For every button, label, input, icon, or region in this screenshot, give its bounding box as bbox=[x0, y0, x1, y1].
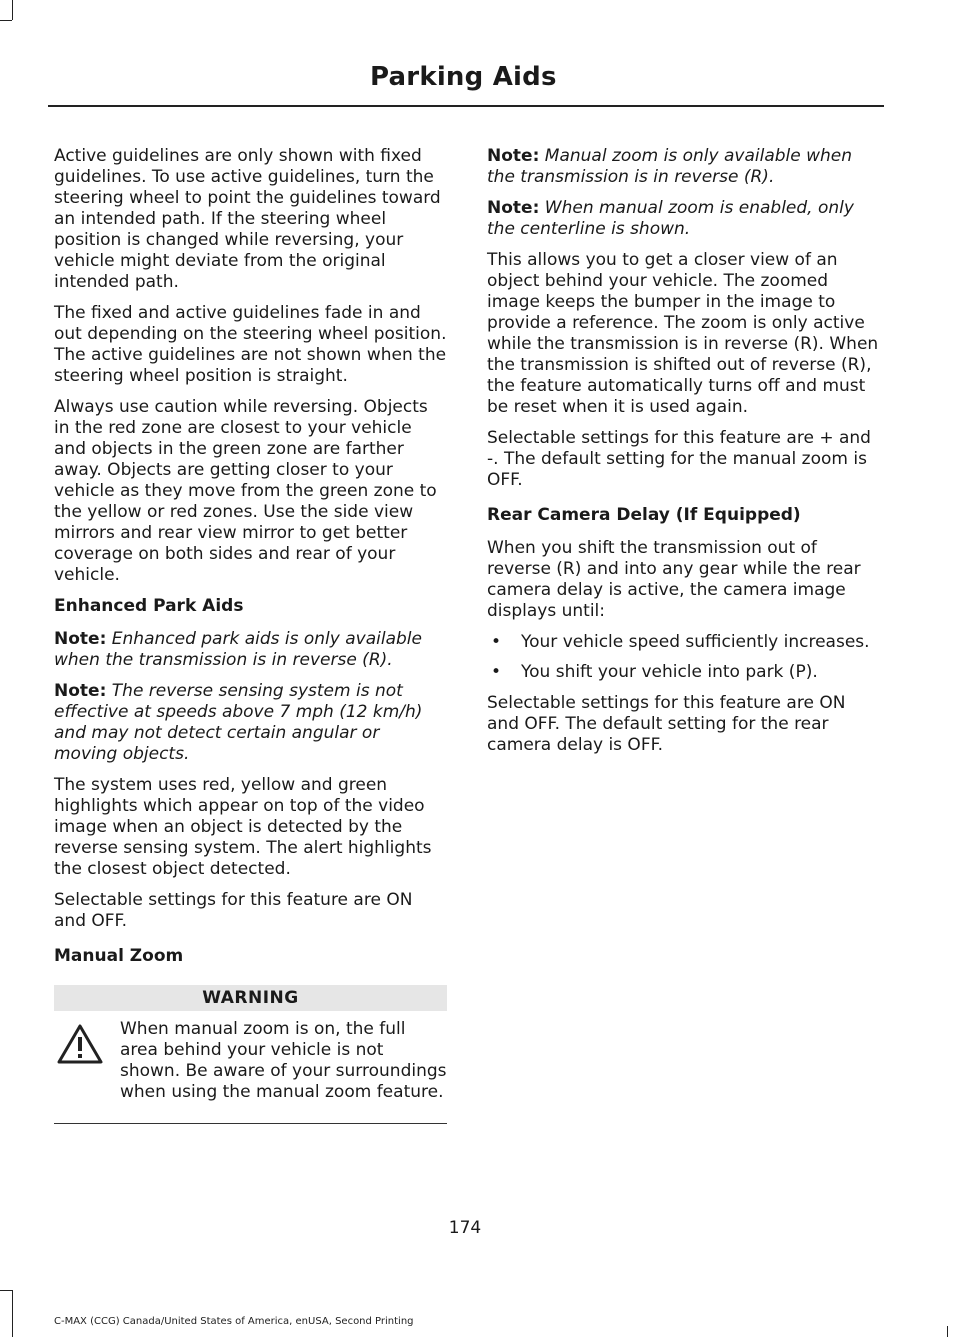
paragraph: Active guidelines are only shown with fixed guidelines. To use active guidelines, turn the steering wheel to point the guidelines toward an intended path. If the steering wheel position is changed while reversing, your vehicle might deviate from the original intended path. bbox=[54, 146, 441, 292]
footer-text: C-MAX (CCG) Canada/United States of America, enUSA, Second Printing bbox=[54, 1316, 414, 1327]
note-label: Note: bbox=[54, 629, 107, 649]
page-title: Parking Aids bbox=[370, 62, 557, 92]
paragraph: Always use caution while reversing. Objects in the red zone are closest to your vehicle and objects in the green zone are farther away. Objects are getting closer to your vehicle as they move from the green zone to the yellow or red zones. Use the side view mirrors and rear view mirror to get better coverage on both sides and rear of your vehicle. bbox=[54, 397, 437, 585]
warning-title: WARNING bbox=[54, 985, 447, 1011]
section-heading-enhanced-park-aids: Enhanced Park Aids bbox=[54, 596, 244, 616]
crop-mark bbox=[0, 1290, 12, 1291]
paragraph: Selectable settings for this feature are + and -. The default setting for the manual zoom is OFF. bbox=[487, 428, 871, 490]
paragraph: The system uses red, yellow and green highlights which appear on top of the video image when an object is detected by the reverse sensing system. The alert highlights the closest object detected. bbox=[54, 775, 432, 879]
header-divider bbox=[48, 105, 884, 107]
note bbox=[54, 629, 447, 671]
list-item: • You shift your vehicle into park (P). bbox=[487, 662, 880, 683]
section-heading-rear-camera-delay: Rear Camera Delay (If Equipped) bbox=[487, 505, 801, 525]
warning-text bbox=[54, 1019, 447, 1103]
note-label: Note: bbox=[487, 146, 540, 166]
page-number: 174 bbox=[448, 1218, 482, 1238]
left-column bbox=[54, 146, 447, 1124]
note-label: Note: bbox=[487, 198, 540, 218]
crop-mark bbox=[0, 20, 12, 21]
paragraph: The fixed and active guidelines fade in and out depending on the steering wheel position. The active guidelines are not shown when the steering wheel position is straight. bbox=[54, 303, 447, 386]
note bbox=[487, 146, 880, 188]
right-column bbox=[487, 146, 880, 766]
note-text: The reverse sensing system is not effective at speeds above 7 mph (12 km/h) and may not detect certain angular or moving objects. bbox=[54, 681, 423, 764]
section-heading-manual-zoom: Manual Zoom bbox=[54, 946, 184, 966]
paragraph: Selectable settings for this feature are ON and OFF. The default setting for the rear camera delay is OFF. bbox=[487, 693, 846, 755]
warning-box bbox=[54, 985, 447, 1124]
note-text: Manual zoom is only available when the transmission is in reverse (R). bbox=[487, 146, 853, 187]
crop-mark bbox=[947, 1326, 948, 1337]
note-label: Note: bbox=[54, 681, 107, 701]
list-item: • Your vehicle speed sufficiently increases. bbox=[487, 632, 880, 653]
paragraph: This allows you to get a closer view of an object behind your vehicle. The zoomed image keeps the bumper in the image to provide a reference. The zoom is only active while the transmission is in reverse (R). When the transmission is shifted out of reverse (R), the feature automatically turns off and must be reset when it is used again. bbox=[487, 250, 879, 417]
warning-text-content: When manual zoom is on, the full area behind your vehicle is not shown. Be aware of your surroundings when using the manual zoom feature. bbox=[120, 1019, 447, 1102]
note bbox=[487, 198, 880, 240]
warning-body bbox=[54, 1011, 447, 1124]
note-text: When manual zoom is enabled, only the centerline is shown. bbox=[487, 198, 854, 239]
paragraph: Selectable settings for this feature are ON and OFF. bbox=[54, 890, 413, 931]
crop-mark bbox=[12, 1290, 13, 1337]
note bbox=[54, 681, 447, 765]
warning-triangle-icon bbox=[56, 1023, 104, 1065]
crop-mark bbox=[12, 0, 13, 20]
paragraph: When you shift the transmission out of reverse (R) and into any gear while the rear camera delay is active, the camera image displays until: bbox=[487, 538, 861, 621]
bullet-list bbox=[487, 632, 880, 683]
note-text: Enhanced park aids is only available when the transmission is in reverse (R). bbox=[54, 629, 422, 670]
